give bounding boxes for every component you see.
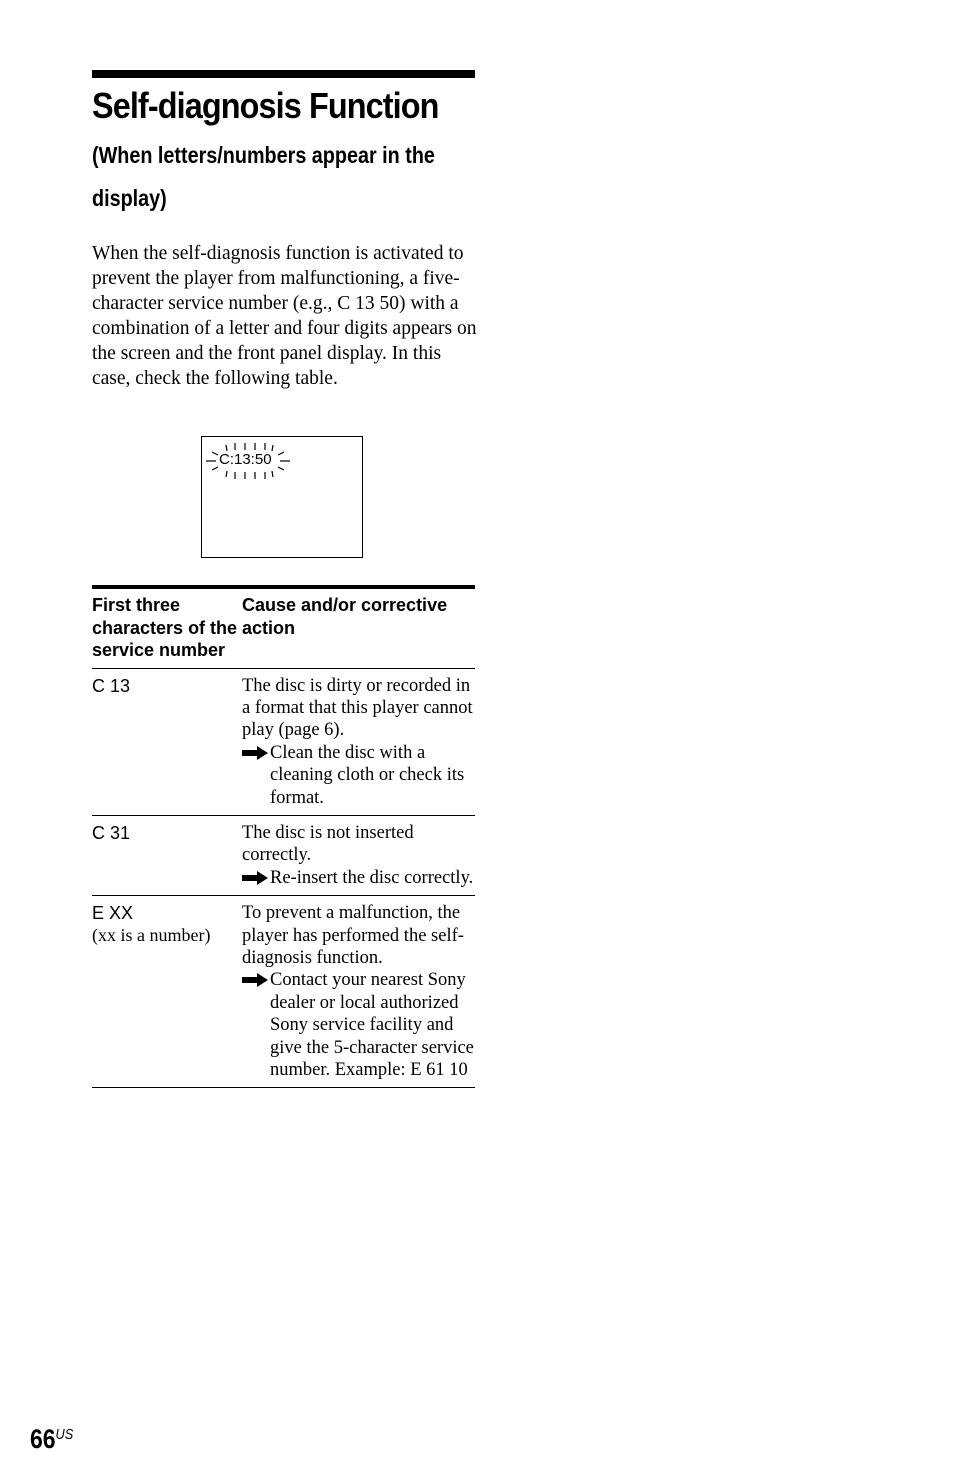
cause-text: The disc is not inserted correctly. <box>242 822 414 866</box>
arrow-right-icon <box>242 746 268 760</box>
table-row <box>92 896 475 1088</box>
page-number-value: 66 <box>30 1424 56 1454</box>
page-subtitle: (When letters/numbers appear in the display) <box>92 142 435 211</box>
service-code: C 31 <box>92 822 131 843</box>
screen-illustration <box>201 436 363 558</box>
action-text: Re-insert the disc correctly. <box>270 867 474 888</box>
table-top-rule <box>92 585 475 589</box>
service-code: E XX <box>92 903 134 924</box>
action-text: Contact your nearest Sony dealer or local authorized Sony service facility and give the 5-character service number. Example: E 61 10 <box>270 970 474 1080</box>
service-code-note: (xx is a number) <box>92 925 211 946</box>
service-code-display: C:13:50 <box>219 451 272 468</box>
intro-paragraph: When the self-diagnosis function is activated to prevent the player from malfunctioning, a five-character service number (e.g., C 13 50) with a combination of a letter and four digits appears on the screen and the front panel display. In this case, check the following table. <box>92 243 477 389</box>
page-title: Self-diagnosis Function <box>92 85 439 126</box>
arrow-right-icon <box>242 973 268 987</box>
page-number <box>30 1424 73 1455</box>
arrow-right-icon <box>242 871 268 885</box>
table-row <box>92 815 475 895</box>
cause-text: The disc is dirty or recorded in a format that this player cannot play (page 6). <box>242 675 473 741</box>
header-service-number: First three characters of the service number <box>92 595 238 660</box>
cause-text: To prevent a malfunction, the player has performed the self-diagnosis function. <box>242 903 464 968</box>
page-number-suffix: US <box>55 1426 74 1443</box>
corrective-action <box>242 867 475 889</box>
service-number-table <box>92 592 475 1088</box>
header-cause-action: Cause and/or corrective action <box>242 595 448 638</box>
corrective-action <box>242 742 475 809</box>
table-row <box>92 668 475 815</box>
service-code: C 13 <box>92 675 131 696</box>
action-text: Clean the disc with a cleaning cloth or check its format. <box>270 742 465 808</box>
top-rule <box>92 70 475 78</box>
corrective-action <box>242 969 475 1081</box>
